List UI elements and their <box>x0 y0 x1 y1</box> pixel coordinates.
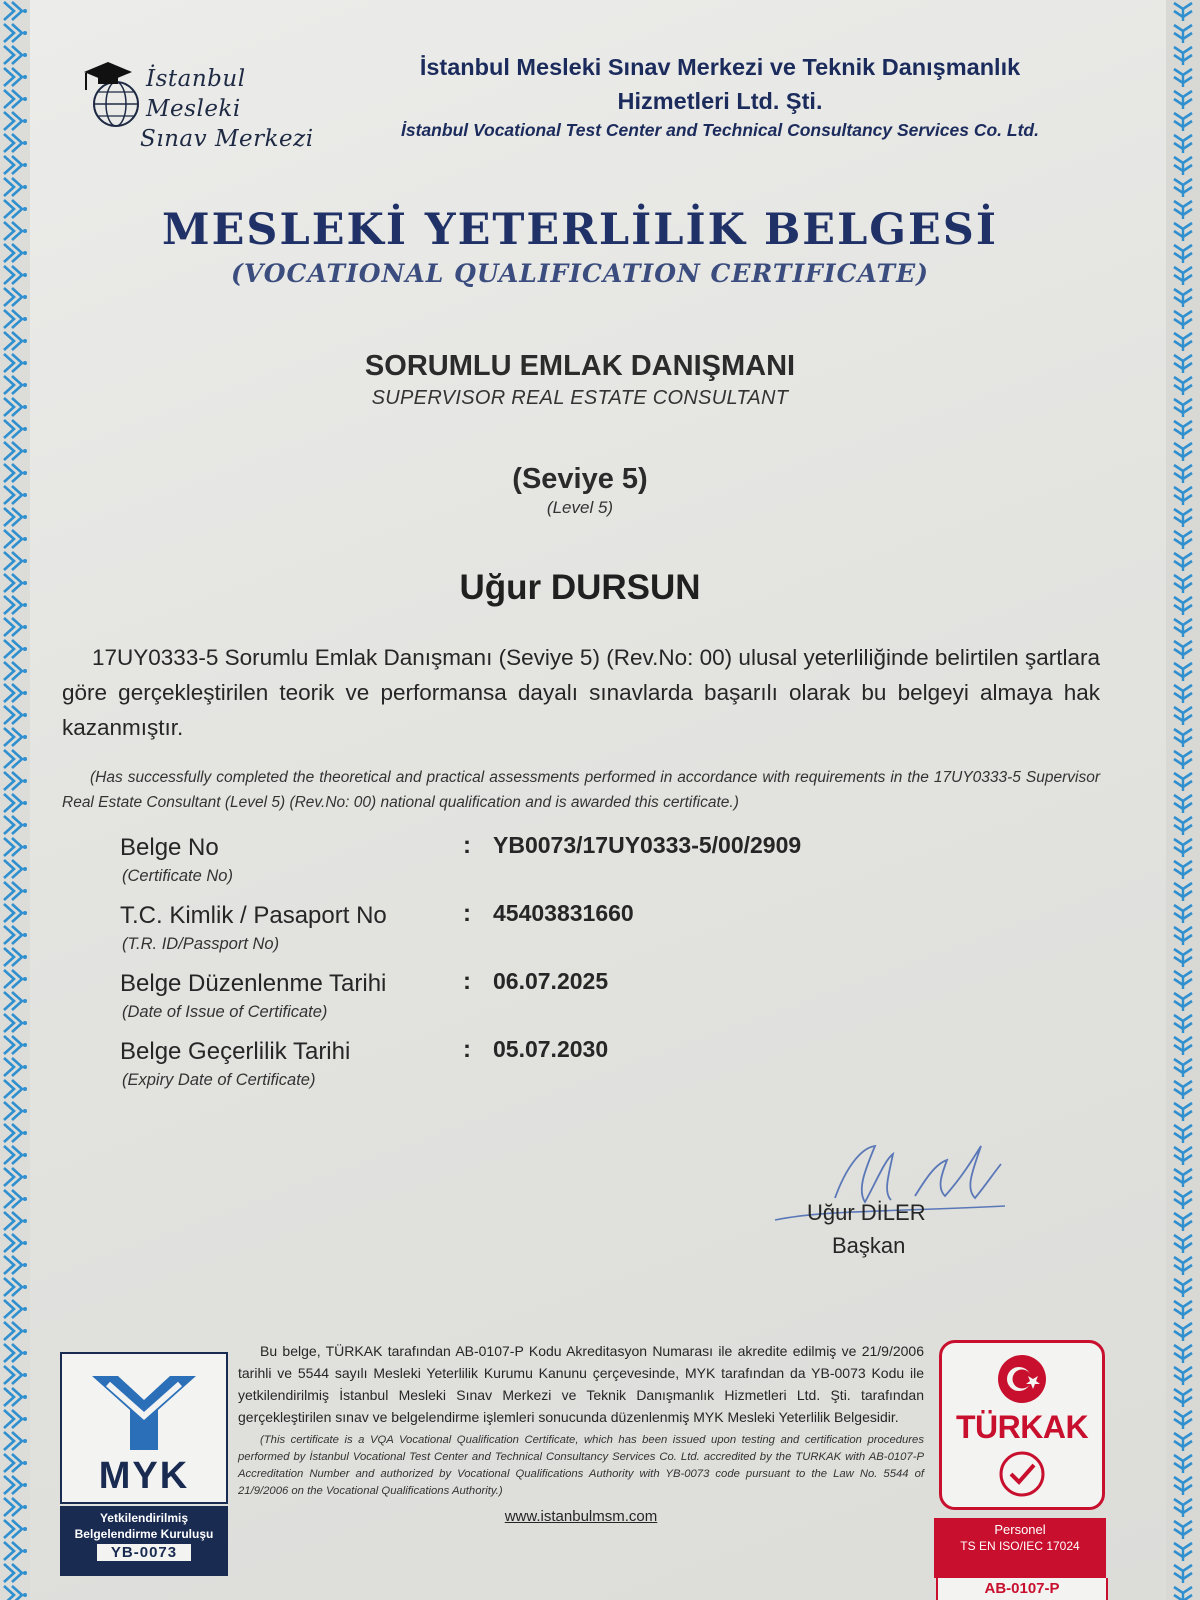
level-en: (Level 5) <box>546 498 614 517</box>
myk-band <box>60 1506 228 1576</box>
turkak-badge <box>934 1340 1106 1600</box>
website-link[interactable]: www.istanbulmsm.com <box>504 1508 658 1525</box>
turkak-logo-box <box>939 1340 1105 1510</box>
certificate-fields <box>120 834 1020 1106</box>
field-colon: : <box>463 832 471 859</box>
field-label: Belge Geçerlilik Tarihi <box>120 1038 351 1065</box>
myk-word: MYK <box>98 1455 190 1497</box>
right-decorative-border <box>1166 0 1200 1600</box>
occupation-en: SUPERVISOR REAL ESTATE CONSULTANT <box>371 387 789 409</box>
field-colon: : <box>463 968 471 995</box>
title-en: (VOCATIONAL QUALIFICATION CERTIFICATE) <box>230 259 930 288</box>
issuer-name-tr-line-2: Hizmetleri Ltd. Şti. <box>617 88 823 114</box>
field-id-passport-no <box>120 902 1020 970</box>
turkak-word: TÜRKAK <box>955 1409 1089 1445</box>
legal-text-en: (This certificate is a VQA Vocational Qualification Certificate, which has been issued upon testing and certification procedures performed by İstanbul Vocational Test Center and Technical Consultancy Services Co. Ltd. accredited by the TURKAK with AB-0107-P Accreditation Number and authorized by Vocational Qualifications Authority with YB-0073 code pursuant to the Law No. 5544 of 21/9/2006 on the Vocational Qualifications Authority.) <box>238 1434 924 1497</box>
myk-band-line-2: Belgelendirme Kuruluşu <box>74 1527 214 1541</box>
turkak-band <box>934 1518 1106 1578</box>
field-expiry-date <box>120 1038 1020 1106</box>
field-label-en: (Certificate No) <box>122 867 233 885</box>
issuer-logo <box>78 58 318 152</box>
legal-text-tr: Bu belge, TÜRKAK tarafından AB-0107-P Kodu Akreditasyon Numarası ile akredite edilmiş ve 21/9/2006 tarihli ve 5544 sayılı Mesleki Yeterlilik Kurumu Kanunu çerçevesinde, MYK tarafından da YB-0073 Kodu ile yetkilendirilmiş İstanbul Mesleki Sınav Merkezi ve Teknik Danışmanlık Hizmetleri Ltd. Şti. tarafından gerçekleştirilen sınav ve belgelendirme işlemleri sonucunda düzenlenmiş MYK Mesleki Yeterlilik Belgesidir. <box>238 1343 924 1425</box>
field-colon: : <box>463 1036 471 1063</box>
field-label: Belge No <box>120 834 219 861</box>
signatory-name: Uğur DİLER <box>807 1200 926 1225</box>
graduation-cap-globe-logo <box>78 58 148 138</box>
left-decorative-border <box>0 0 30 1600</box>
logo-line-2: Sınav Merkezi <box>140 126 314 152</box>
certificate-title <box>60 205 1100 288</box>
statement-en: (Has successfully completed the theoretical and practical assessments performed in accordance with requirements in the 17UY0333-5 Supervisor Real Estate Consultant (Level 5) (Rev.No: 00) national qualification and is awarded this certificate.) <box>62 769 1100 811</box>
field-issue-date <box>120 970 1020 1038</box>
level-tr: (Seviye 5) <box>512 463 648 495</box>
field-label-en: (Expiry Date of Certificate) <box>122 1071 316 1089</box>
legal-notice <box>238 1340 924 1525</box>
field-label-en: (T.R. ID/Passport No) <box>122 935 280 953</box>
issuer-name-block <box>330 50 1110 141</box>
field-value: 45403831660 <box>493 900 634 926</box>
checkmark-circle-icon <box>997 1449 1047 1499</box>
field-colon: : <box>463 900 471 927</box>
signature-block <box>765 1140 1025 1260</box>
turkak-code: AB-0107-P <box>936 1578 1108 1600</box>
occupation-tr: SORUMLU EMLAK DANIŞMANI <box>364 350 796 382</box>
holder-name: Uğur DURSUN <box>459 568 701 607</box>
title-tr: MESLEKİ YETERLİLİK BELGESİ <box>162 205 998 255</box>
field-value: 05.07.2030 <box>493 1036 609 1062</box>
field-certificate-no <box>120 834 1020 902</box>
field-label: Belge Düzenlenme Tarihi <box>120 970 387 997</box>
field-label: T.C. Kimlik / Pasaport No <box>120 902 387 929</box>
myk-emblem <box>62 1358 226 1458</box>
turkak-band-line-1: Personel <box>994 1522 1046 1537</box>
myk-band-line-1: Yetkilendirilmiş <box>99 1511 189 1525</box>
field-value: 06.07.2025 <box>493 968 609 994</box>
level-block <box>60 463 1100 518</box>
field-value: YB0073/17UY0333-5/00/2909 <box>493 832 802 858</box>
statement-tr: 17UY0333-5 Sorumlu Emlak Danışmanı (Seviye 5) (Rev.No: 00) ulusal yeterliliğinde belirtilen şartlara göre gerçekleştirilen teorik ve performansa dayalı sınavlarda başarılı olarak bu belgeyi almaya hak kazanmıştır. <box>62 645 1100 740</box>
myk-badge <box>60 1352 228 1576</box>
logo-line-1: İstanbul Mesleki <box>146 66 246 122</box>
issuer-name-tr-line-1: İstanbul Mesleki Sınav Merkezi ve Teknik Danışmanlık <box>419 54 1021 80</box>
turkak-band-line-2: TS EN ISO/IEC 17024 <box>960 1539 1080 1553</box>
myk-code: YB-0073 <box>97 1544 191 1561</box>
turkish-crescent-star-icon <box>992 1349 1052 1409</box>
occupation-block <box>60 350 1100 410</box>
signatory-title: Başkan <box>832 1233 906 1258</box>
field-label-en: (Date of Issue of Certificate) <box>122 1003 328 1021</box>
myk-logo-box <box>60 1352 228 1504</box>
issuer-logo-text <box>140 64 318 154</box>
issuer-name-en: İstanbul Vocational Test Center and Technical Consultancy Services Co. Ltd. <box>401 120 1039 140</box>
